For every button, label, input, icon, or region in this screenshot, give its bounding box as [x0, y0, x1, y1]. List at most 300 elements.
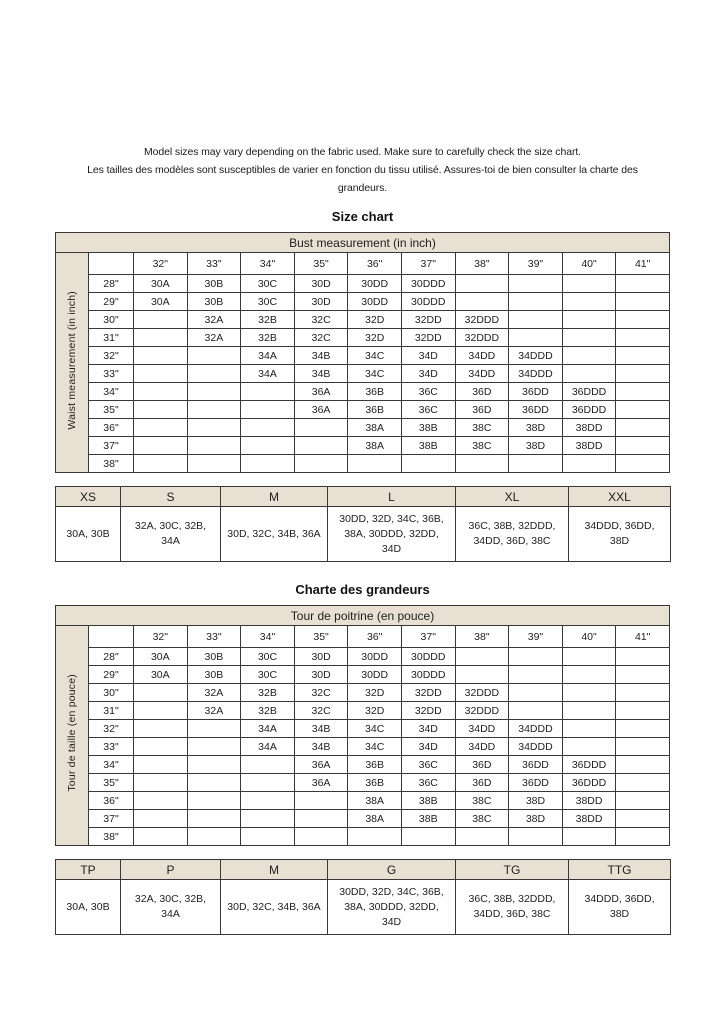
bra-size-cell: [616, 455, 670, 473]
bra-size-cell: 38C: [455, 419, 509, 437]
bra-size-cell: [294, 437, 348, 455]
bra-size-cell: 38D: [509, 437, 563, 455]
page-content: [55, 143, 670, 935]
bra-size-cell: [509, 329, 563, 347]
bra-size-cell: 34D: [401, 347, 455, 365]
bra-size-cell: 36DD: [509, 401, 563, 419]
bra-size-cell: 32B: [241, 684, 295, 702]
bust-size-column-header: 39": [509, 253, 563, 275]
bra-size-cell: 36D: [455, 401, 509, 419]
waist-measurement-label: Tour de taille (en pouce): [66, 674, 78, 792]
bra-size-cell: [455, 828, 509, 846]
bra-size-cell: 36B: [348, 774, 402, 792]
bra-size-cell: 36D: [455, 756, 509, 774]
bra-size-cell: 32C: [294, 329, 348, 347]
size-group-values: 32A, 30C, 32B, 34A: [121, 880, 221, 935]
size-group-header: XXL: [569, 487, 671, 507]
bra-size-cell: [509, 311, 563, 329]
bra-size-cell: 34DD: [455, 720, 509, 738]
bra-size-cell: 38DD: [562, 419, 616, 437]
bust-size-column-header: 35": [294, 626, 348, 648]
chart-row: [56, 792, 670, 810]
group-header-row: [56, 487, 671, 507]
waist-size-row-header: 33": [89, 738, 134, 756]
bra-size-cell: 36B: [348, 383, 402, 401]
bra-size-cell: 38C: [455, 810, 509, 828]
bra-size-cell: 34B: [294, 365, 348, 383]
bra-size-cell: 32DD: [401, 329, 455, 347]
bra-size-cell: [616, 684, 670, 702]
bra-size-cell: 38B: [401, 437, 455, 455]
bra-size-cell: [241, 383, 295, 401]
bust-size-column-header: 34": [241, 253, 295, 275]
bra-size-cell: 34A: [241, 365, 295, 383]
chart-row: [56, 293, 670, 311]
bra-size-cell: 30A: [134, 666, 188, 684]
size-chart-table-en: [55, 232, 670, 473]
bra-size-cell: 38A: [348, 419, 402, 437]
bra-size-cell: [134, 684, 188, 702]
bra-size-cell: [562, 347, 616, 365]
bra-size-cell: [616, 756, 670, 774]
waist-size-row-header: 32": [89, 347, 134, 365]
bra-size-cell: 30B: [187, 293, 241, 311]
bra-size-cell: [187, 738, 241, 756]
waist-size-row-header: 28": [89, 275, 134, 293]
bra-size-cell: 34D: [401, 738, 455, 756]
chart-row: [56, 648, 670, 666]
bra-size-cell: 30A: [134, 275, 188, 293]
chart-row: [56, 810, 670, 828]
bra-size-cell: 30DDD: [401, 293, 455, 311]
bra-size-cell: 30C: [241, 275, 295, 293]
chart-row: [56, 720, 670, 738]
bra-size-cell: [616, 383, 670, 401]
chart-row: [56, 756, 670, 774]
bra-size-cell: [187, 455, 241, 473]
bra-size-cell: 36DDD: [562, 756, 616, 774]
bra-size-cell: [562, 828, 616, 846]
bra-size-cell: 38D: [509, 810, 563, 828]
bra-size-cell: [509, 455, 563, 473]
bra-size-cell: 34B: [294, 347, 348, 365]
size-group-header: XS: [56, 487, 121, 507]
bra-size-cell: [562, 720, 616, 738]
bra-size-cell: [134, 738, 188, 756]
size-chart-title-fr: Charte des grandeurs: [295, 582, 430, 597]
chart-row: [56, 455, 670, 473]
bra-size-cell: [187, 347, 241, 365]
bust-size-column-header: 41": [616, 626, 670, 648]
bust-size-column-header: 34": [241, 626, 295, 648]
bra-size-cell: [134, 401, 188, 419]
bra-size-cell: 36D: [455, 383, 509, 401]
size-group-values: 30DD, 32D, 34C, 36B, 38A, 30DDD, 32DD, 34D: [328, 880, 456, 935]
bra-size-cell: 30A: [134, 293, 188, 311]
bra-size-cell: 38A: [348, 437, 402, 455]
bra-size-cell: [562, 648, 616, 666]
size-group-header: P: [121, 860, 221, 880]
bra-size-cell: [187, 828, 241, 846]
bra-size-cell: 36DDD: [562, 401, 616, 419]
bra-size-cell: 30DD: [348, 666, 402, 684]
waist-size-row-header: 36": [89, 792, 134, 810]
size-chart-table-fr: [55, 605, 670, 846]
bra-size-cell: [187, 720, 241, 738]
intro-text: [55, 143, 670, 197]
bust-header-row: [56, 606, 670, 626]
waist-size-row-header: 31": [89, 702, 134, 720]
bra-size-cell: 30D: [294, 275, 348, 293]
size-group-values: 36C, 38B, 32DDD, 34DD, 36D, 38C: [456, 880, 569, 935]
waist-size-row-header: 30": [89, 684, 134, 702]
bra-size-cell: 38DD: [562, 437, 616, 455]
bra-size-cell: [562, 738, 616, 756]
bust-measurement-header: Tour de poitrine (en pouce): [56, 606, 670, 626]
size-group-header: M: [221, 860, 328, 880]
column-header-row: [56, 626, 670, 648]
bra-size-cell: [616, 666, 670, 684]
bra-size-cell: 34DDD: [509, 720, 563, 738]
corner-cell: [89, 626, 134, 648]
bra-size-cell: [562, 293, 616, 311]
bra-size-cell: [562, 311, 616, 329]
bra-size-cell: [241, 419, 295, 437]
intro-line: Les tailles des modèles sont susceptibles de varier en fonction du tissu utilisé. Assures-toi de bien consulter la charte des: [87, 164, 638, 176]
bust-size-column-header: 38": [455, 253, 509, 275]
bra-size-cell: [187, 419, 241, 437]
bra-size-cell: 30DD: [348, 275, 402, 293]
bra-size-cell: [294, 419, 348, 437]
size-groups-table-fr: [55, 859, 671, 935]
bra-size-cell: 34C: [348, 365, 402, 383]
group-header-row: [56, 860, 671, 880]
chart-row: [56, 738, 670, 756]
bra-size-cell: 36DD: [509, 756, 563, 774]
bra-size-cell: 34B: [294, 738, 348, 756]
bra-size-cell: [616, 792, 670, 810]
bra-size-cell: [616, 702, 670, 720]
bra-size-cell: 34C: [348, 720, 402, 738]
bra-size-cell: 32DDD: [455, 684, 509, 702]
waist-measurement-header: [56, 626, 89, 846]
bra-size-cell: [241, 455, 295, 473]
bra-size-cell: 32DD: [401, 702, 455, 720]
bra-size-cell: [241, 792, 295, 810]
group-value-row: [56, 880, 671, 935]
bra-size-cell: [134, 810, 188, 828]
bra-size-cell: 36DD: [509, 774, 563, 792]
bra-size-cell: 34C: [348, 347, 402, 365]
bra-size-cell: 30DDD: [401, 648, 455, 666]
bra-size-cell: 34DDD: [509, 738, 563, 756]
bra-size-cell: [401, 828, 455, 846]
chart-row: [56, 684, 670, 702]
bra-size-cell: [134, 455, 188, 473]
bra-size-cell: 38D: [509, 792, 563, 810]
bust-size-column-header: 32": [134, 626, 188, 648]
bra-size-cell: 36B: [348, 401, 402, 419]
bra-size-cell: 30B: [187, 648, 241, 666]
bra-size-cell: 32C: [294, 311, 348, 329]
bra-size-cell: [187, 810, 241, 828]
bra-size-cell: [241, 828, 295, 846]
bra-size-cell: [509, 684, 563, 702]
size-group-header: S: [121, 487, 221, 507]
bust-header-row: [56, 233, 670, 253]
bra-size-cell: [241, 401, 295, 419]
bra-size-cell: [187, 383, 241, 401]
bra-size-cell: [348, 455, 402, 473]
bra-size-cell: [294, 810, 348, 828]
bra-size-cell: 30C: [241, 648, 295, 666]
bust-size-column-header: 36": [348, 626, 402, 648]
chart-row: [56, 828, 670, 846]
bra-size-cell: 30D: [294, 293, 348, 311]
bra-size-cell: 36D: [455, 774, 509, 792]
bra-size-cell: [562, 365, 616, 383]
bra-size-cell: [616, 365, 670, 383]
bra-size-cell: [134, 828, 188, 846]
bra-size-cell: 38D: [509, 419, 563, 437]
bra-size-cell: 34DD: [455, 738, 509, 756]
size-group-header: G: [328, 860, 456, 880]
bust-size-column-header: 39": [509, 626, 563, 648]
chart-row: [56, 774, 670, 792]
bra-size-cell: [241, 437, 295, 455]
bra-size-cell: [562, 666, 616, 684]
bra-size-cell: 32D: [348, 702, 402, 720]
bra-size-cell: 36C: [401, 401, 455, 419]
intro-line: grandeurs.: [337, 182, 388, 194]
bra-size-cell: 34DD: [455, 365, 509, 383]
bra-size-cell: 30D: [294, 648, 348, 666]
bra-size-cell: [134, 311, 188, 329]
bra-size-cell: 30B: [187, 275, 241, 293]
bra-size-cell: [241, 810, 295, 828]
chart-row: [56, 311, 670, 329]
bra-size-cell: [187, 774, 241, 792]
bra-size-cell: [134, 365, 188, 383]
bra-size-cell: [616, 419, 670, 437]
bra-size-cell: [616, 810, 670, 828]
bra-size-cell: [187, 756, 241, 774]
bra-size-cell: 34B: [294, 720, 348, 738]
bra-size-cell: 30C: [241, 666, 295, 684]
bra-size-cell: [187, 437, 241, 455]
bra-size-cell: [187, 365, 241, 383]
intro-line: Model sizes may vary depending on the fabric used. Make sure to carefully check the size chart.: [144, 146, 581, 158]
size-group-values: 36C, 38B, 32DDD, 34DD, 36D, 38C: [456, 507, 569, 562]
bra-size-cell: [134, 383, 188, 401]
bra-size-cell: [562, 702, 616, 720]
bra-size-cell: 32DD: [401, 684, 455, 702]
bra-size-cell: [134, 720, 188, 738]
bust-size-column-header: 40": [562, 253, 616, 275]
bra-size-cell: 30A: [134, 648, 188, 666]
waist-size-row-header: 30": [89, 311, 134, 329]
bra-size-cell: 34D: [401, 720, 455, 738]
bra-size-cell: [134, 774, 188, 792]
bust-size-column-header: 40": [562, 626, 616, 648]
bra-size-cell: [562, 329, 616, 347]
waist-measurement-header: [56, 253, 89, 473]
bra-size-cell: [616, 347, 670, 365]
bra-size-cell: 32DDD: [455, 702, 509, 720]
bust-size-column-header: 38": [455, 626, 509, 648]
chart-row: [56, 347, 670, 365]
bra-size-cell: [241, 756, 295, 774]
bra-size-cell: [616, 648, 670, 666]
bra-size-cell: [509, 293, 563, 311]
bra-size-cell: 32A: [187, 311, 241, 329]
size-group-values: 30DD, 32D, 34C, 36B, 38A, 30DDD, 32DD, 34D: [328, 507, 456, 562]
size-group-values: 30D, 32C, 34B, 36A: [221, 507, 328, 562]
waist-size-row-header: 36": [89, 419, 134, 437]
bra-size-cell: 36DDD: [562, 774, 616, 792]
bra-size-cell: 36A: [294, 774, 348, 792]
chart-row: [56, 666, 670, 684]
bra-size-cell: 32B: [241, 702, 295, 720]
bra-size-cell: 30D: [294, 666, 348, 684]
bra-size-cell: [562, 455, 616, 473]
waist-size-row-header: 33": [89, 365, 134, 383]
bra-size-cell: 34A: [241, 738, 295, 756]
bra-size-cell: 34C: [348, 738, 402, 756]
chart-row: [56, 437, 670, 455]
size-group-header: L: [328, 487, 456, 507]
bra-size-cell: [294, 828, 348, 846]
bra-size-cell: 32C: [294, 684, 348, 702]
bra-size-cell: [134, 702, 188, 720]
bra-size-cell: [616, 401, 670, 419]
bra-size-cell: [616, 437, 670, 455]
bra-size-cell: [455, 293, 509, 311]
bra-size-cell: [616, 329, 670, 347]
bust-size-column-header: 36": [348, 253, 402, 275]
bra-size-cell: 32D: [348, 311, 402, 329]
bra-size-cell: 30DDD: [401, 666, 455, 684]
bra-size-cell: [509, 828, 563, 846]
bra-size-cell: [294, 792, 348, 810]
waist-size-row-header: 31": [89, 329, 134, 347]
bra-size-cell: [509, 648, 563, 666]
bust-size-column-header: 37": [401, 626, 455, 648]
bra-size-cell: 32A: [187, 329, 241, 347]
bra-size-cell: [455, 275, 509, 293]
bra-size-cell: 34D: [401, 365, 455, 383]
bra-size-cell: [294, 455, 348, 473]
waist-size-row-header: 37": [89, 810, 134, 828]
bra-size-cell: [616, 311, 670, 329]
waist-size-row-header: 37": [89, 437, 134, 455]
size-group-header: XL: [456, 487, 569, 507]
waist-size-row-header: 34": [89, 756, 134, 774]
bra-size-cell: [509, 702, 563, 720]
bra-size-cell: [509, 275, 563, 293]
size-group-header: TG: [456, 860, 569, 880]
bra-size-cell: [187, 401, 241, 419]
bra-size-cell: [241, 774, 295, 792]
bra-size-cell: 38B: [401, 810, 455, 828]
bra-size-cell: 32DDD: [455, 329, 509, 347]
bra-size-cell: [187, 792, 241, 810]
chart-row: [56, 383, 670, 401]
chart-row: [56, 419, 670, 437]
size-group-header: TTG: [569, 860, 671, 880]
waist-measurement-label: Waist measurement (in inch): [66, 290, 78, 430]
waist-size-row-header: 38": [89, 828, 134, 846]
bra-size-cell: 38DD: [562, 792, 616, 810]
bra-size-cell: 38A: [348, 792, 402, 810]
bra-size-cell: [134, 437, 188, 455]
size-group-values: 30D, 32C, 34B, 36A: [221, 880, 328, 935]
corner-cell: [89, 253, 134, 275]
bra-size-cell: [616, 293, 670, 311]
bra-size-cell: 36A: [294, 383, 348, 401]
waist-size-row-header: 32": [89, 720, 134, 738]
bra-size-cell: [509, 666, 563, 684]
bust-size-column-header: 32": [134, 253, 188, 275]
chart-row: [56, 702, 670, 720]
bust-measurement-header: Bust measurement (in inch): [56, 233, 670, 253]
bra-size-cell: 32DD: [401, 311, 455, 329]
column-header-row: [56, 253, 670, 275]
waist-size-row-header: 28": [89, 648, 134, 666]
group-value-row: [56, 507, 671, 562]
bust-size-column-header: 33": [187, 626, 241, 648]
bra-size-cell: [455, 666, 509, 684]
bra-size-cell: [616, 275, 670, 293]
bra-size-cell: 30B: [187, 666, 241, 684]
size-group-values: 34DDD, 36DD, 38D: [569, 880, 671, 935]
size-group-values: 30A, 30B: [56, 507, 121, 562]
bra-size-cell: 38C: [455, 437, 509, 455]
bra-size-cell: 38C: [455, 792, 509, 810]
size-group-header: TP: [56, 860, 121, 880]
bust-size-column-header: 35": [294, 253, 348, 275]
bra-size-cell: 36A: [294, 401, 348, 419]
bra-size-cell: 38B: [401, 792, 455, 810]
bra-size-cell: [455, 648, 509, 666]
size-groups-table-en: [55, 486, 671, 562]
bra-size-cell: 36C: [401, 383, 455, 401]
bra-size-cell: 34DDD: [509, 347, 563, 365]
bra-size-cell: 30DD: [348, 648, 402, 666]
bra-size-cell: [616, 828, 670, 846]
chart-row: [56, 401, 670, 419]
waist-size-row-header: 29": [89, 293, 134, 311]
bra-size-cell: [401, 455, 455, 473]
waist-size-row-header: 29": [89, 666, 134, 684]
bra-size-cell: 32B: [241, 329, 295, 347]
bra-size-cell: 32A: [187, 684, 241, 702]
bra-size-cell: [134, 792, 188, 810]
size-group-values: 30A, 30B: [56, 880, 121, 935]
bra-size-cell: 36B: [348, 756, 402, 774]
bra-size-cell: [134, 419, 188, 437]
bra-size-cell: 34A: [241, 720, 295, 738]
bra-size-cell: 36C: [401, 774, 455, 792]
bust-size-column-header: 33": [187, 253, 241, 275]
chart-row: [56, 329, 670, 347]
bra-size-cell: 32C: [294, 702, 348, 720]
bra-size-cell: 36A: [294, 756, 348, 774]
bust-size-column-header: 41": [616, 253, 670, 275]
size-group-values: 32A, 30C, 32B, 34A: [121, 507, 221, 562]
bra-size-cell: 32B: [241, 311, 295, 329]
bra-size-cell: 32DDD: [455, 311, 509, 329]
